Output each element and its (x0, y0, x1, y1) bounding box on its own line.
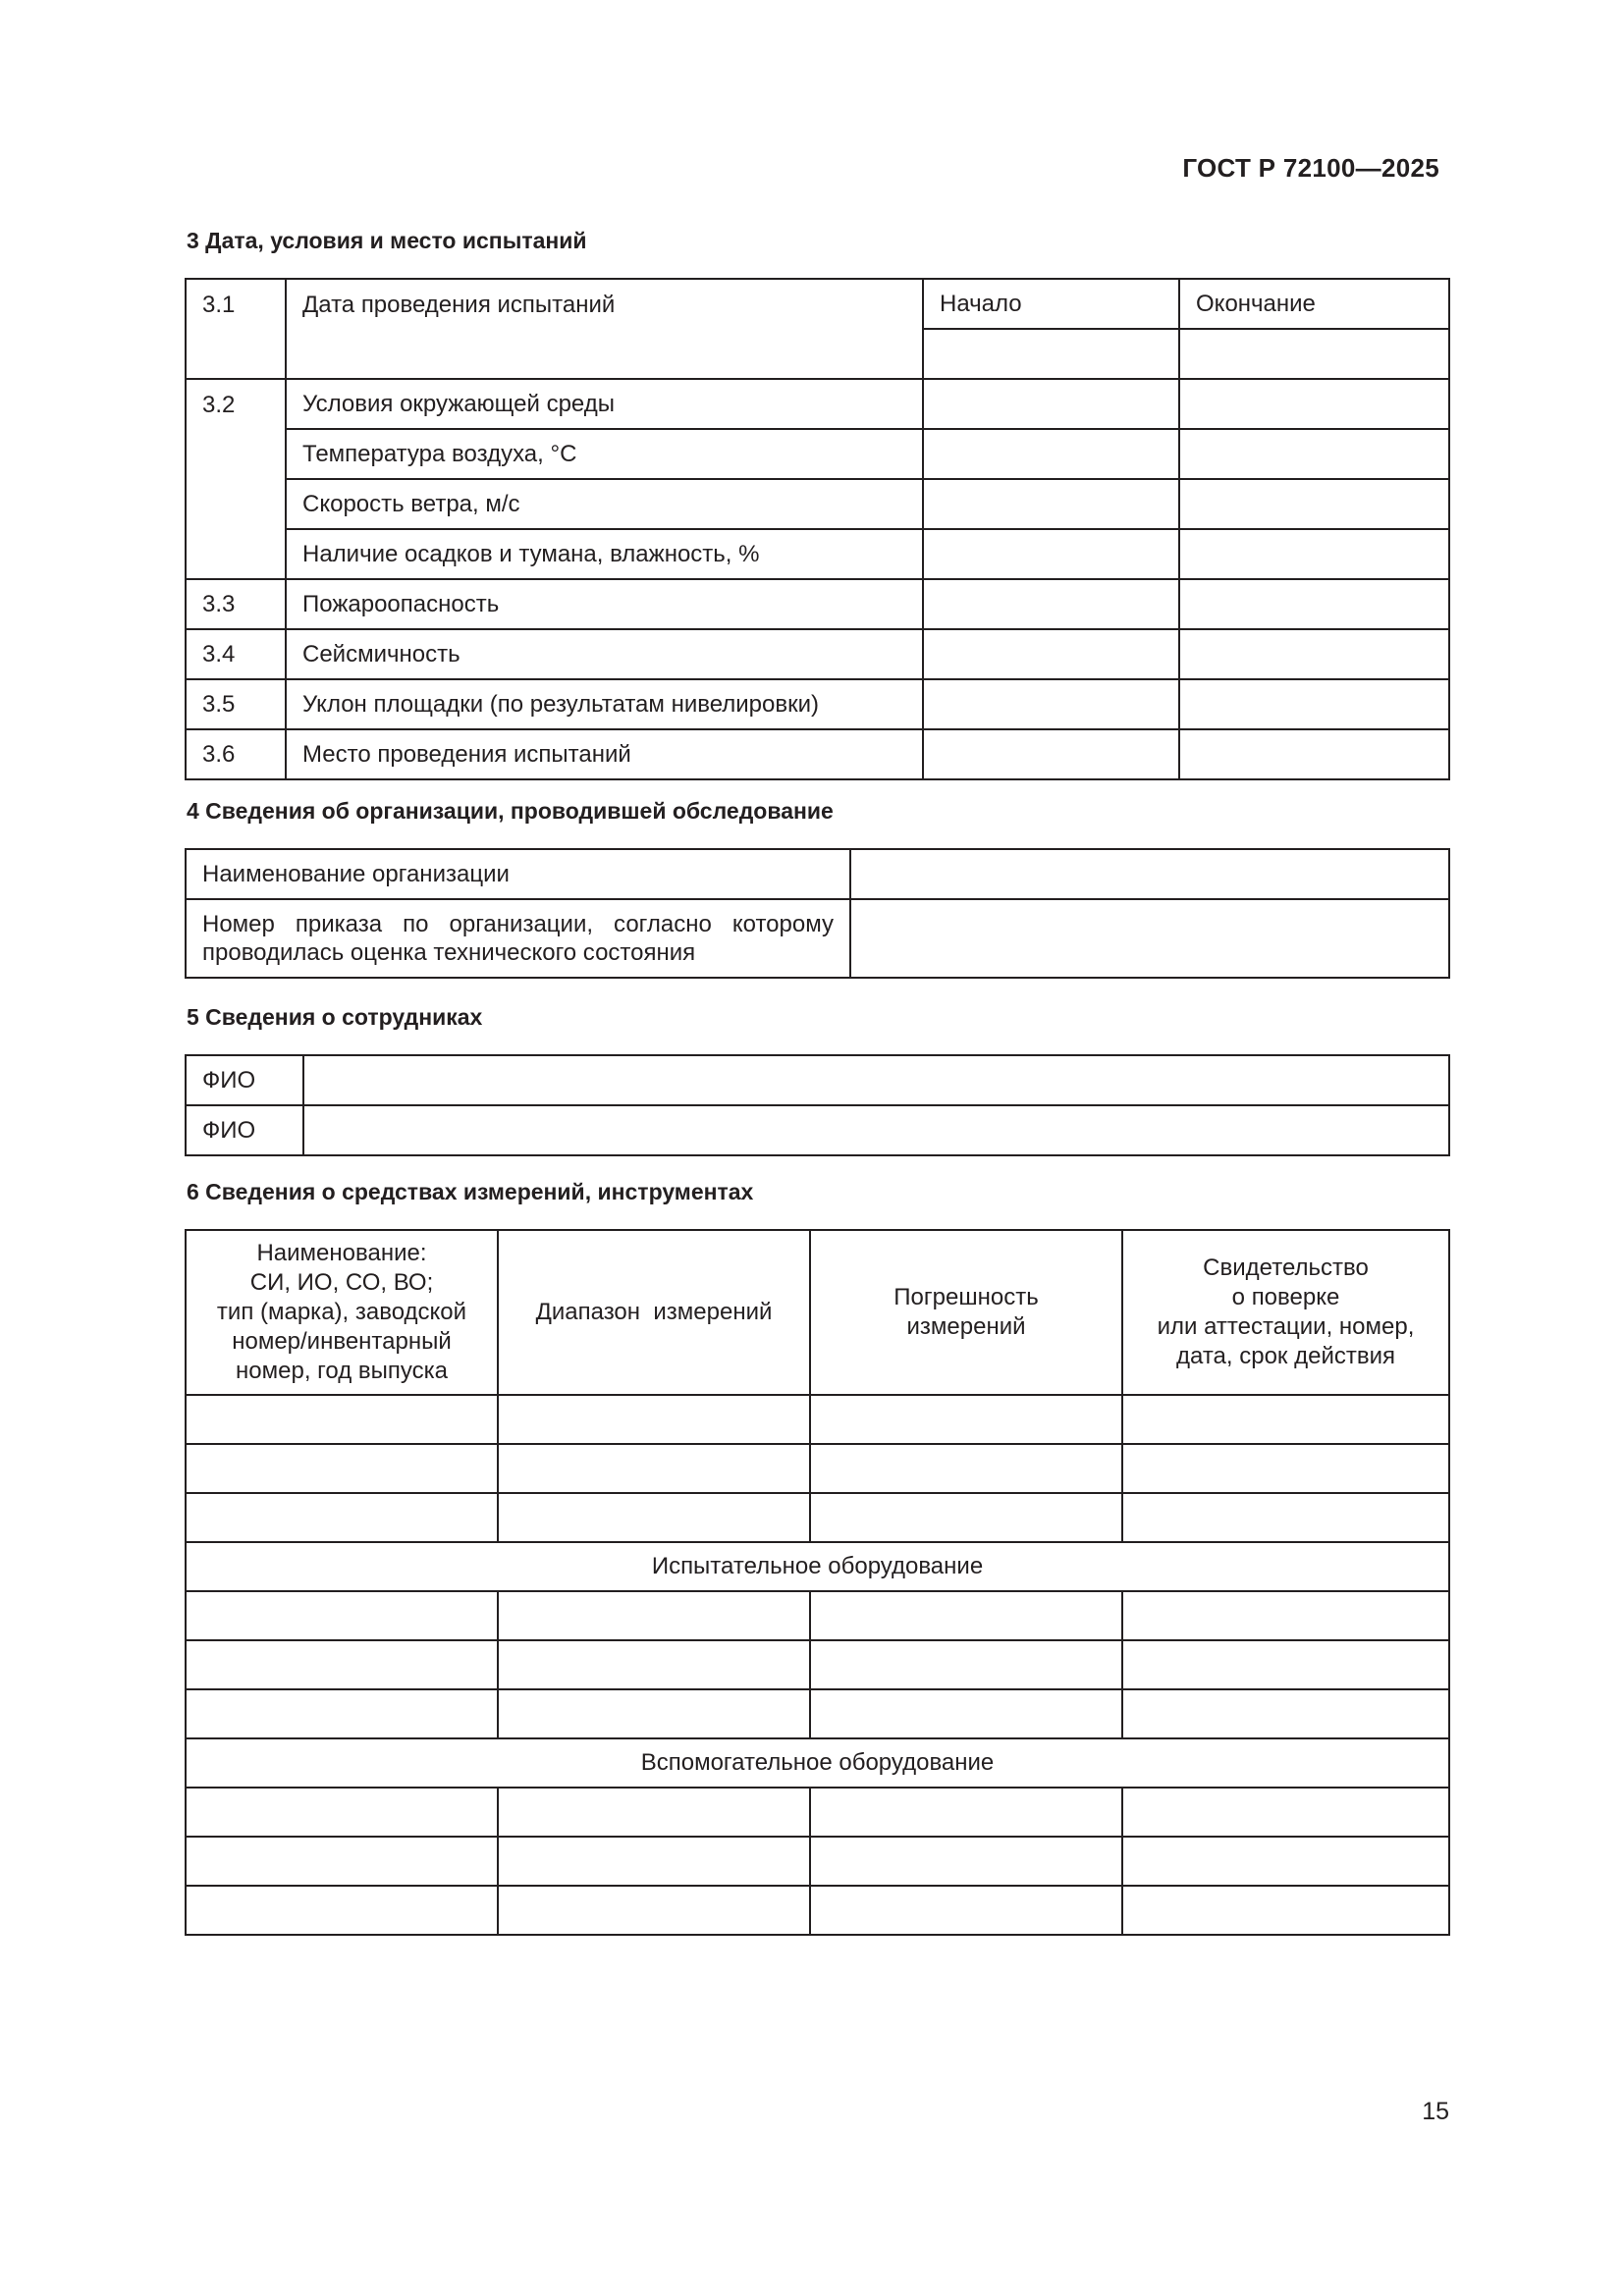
table-cell[interactable] (1122, 1395, 1449, 1444)
table-cell[interactable] (186, 1640, 498, 1689)
table-row (186, 1395, 1449, 1444)
table-row (186, 1788, 1449, 1837)
column-header-end: Окончание (1179, 279, 1449, 329)
row-label: Уклон площадки (по результатам нивелировки) (286, 679, 923, 729)
table-cell[interactable] (1122, 1591, 1449, 1640)
organization-name-cell[interactable] (850, 849, 1449, 899)
table-row (186, 1640, 1449, 1689)
table-cell[interactable] (498, 1591, 810, 1640)
value-cell[interactable] (923, 729, 1179, 779)
row-number: 3.1 (186, 279, 286, 379)
table-cell[interactable] (498, 1886, 810, 1935)
value-cell[interactable] (1179, 679, 1449, 729)
value-cell[interactable] (1179, 529, 1449, 579)
table-row (186, 1689, 1449, 1738)
section-6-title: 6 Сведения о средствах измерений, инструментах (187, 1179, 754, 1204)
table-cell[interactable] (810, 1689, 1122, 1738)
header-measurement-range: Диапазон измерений (498, 1230, 810, 1395)
table-cell[interactable] (810, 1886, 1122, 1935)
section-4-title: 4 Сведения об организации, проводившей обследование (187, 798, 834, 824)
row-label: Сейсмичность (286, 629, 923, 679)
organization-name-label: Наименование организации (186, 849, 850, 899)
row-label: Место проведения испытаний (286, 729, 923, 779)
instruments-table (185, 1229, 1450, 1936)
row-label: Дата проведения испытаний (286, 279, 923, 379)
table-cell[interactable] (498, 1444, 810, 1493)
order-number-cell[interactable] (850, 899, 1449, 978)
value-cell[interactable] (923, 379, 1179, 429)
table-cell[interactable] (186, 1837, 498, 1886)
column-header-start: Начало (923, 279, 1179, 329)
table-cell[interactable] (186, 1591, 498, 1640)
table-cell[interactable] (1122, 1689, 1449, 1738)
fio-label: ФИО (186, 1105, 303, 1155)
row-label: Температура воздуха, °C (286, 429, 923, 479)
row-label: Пожароопасность (286, 579, 923, 629)
document-code: ГОСТ Р 72100—2025 (1182, 153, 1439, 183)
fio-value-cell[interactable] (303, 1055, 1449, 1105)
value-cell[interactable] (1179, 429, 1449, 479)
value-cell[interactable] (1179, 579, 1449, 629)
table-cell[interactable] (810, 1444, 1122, 1493)
value-cell[interactable] (923, 529, 1179, 579)
table-cell[interactable] (1122, 1837, 1449, 1886)
section-5-title: 5 Сведения о сотрудниках (187, 1004, 483, 1030)
table-cell[interactable] (186, 1689, 498, 1738)
table-cell[interactable] (810, 1395, 1122, 1444)
organization-table (185, 848, 1450, 979)
section-3-title: 3 Дата, условия и место испытаний (187, 228, 587, 253)
table-cell[interactable] (498, 1689, 810, 1738)
row-label: Условия окружающей среды (286, 379, 923, 429)
order-number-label: Номер приказа по организации, согласно которому проводилась оценка технического состояния (186, 899, 850, 978)
table-row (186, 1886, 1449, 1935)
header-measurement-error: Погрешность измерений (810, 1230, 1122, 1395)
table-cell[interactable] (186, 1886, 498, 1935)
header-certificate: Свидетельство о поверке или аттестации, номер, дата, срок действия (1122, 1230, 1449, 1395)
table-cell[interactable] (1122, 1444, 1449, 1493)
table-cell[interactable] (1122, 1886, 1449, 1935)
row-label: Наличие осадков и тумана, влажность, % (286, 529, 923, 579)
row-number: 3.5 (186, 679, 286, 729)
test-conditions-table (185, 278, 1450, 780)
table-cell[interactable] (1122, 1788, 1449, 1837)
end-date-cell[interactable] (1179, 329, 1449, 379)
fio-value-cell[interactable] (303, 1105, 1449, 1155)
table-cell[interactable] (810, 1788, 1122, 1837)
value-cell[interactable] (923, 479, 1179, 529)
table-cell[interactable] (186, 1788, 498, 1837)
table-row (186, 1837, 1449, 1886)
row-number: 3.4 (186, 629, 286, 679)
row-number: 3.6 (186, 729, 286, 779)
value-cell[interactable] (923, 629, 1179, 679)
table-cell[interactable] (498, 1395, 810, 1444)
table-cell[interactable] (810, 1591, 1122, 1640)
table-cell[interactable] (810, 1640, 1122, 1689)
value-cell[interactable] (923, 579, 1179, 629)
table-cell[interactable] (810, 1493, 1122, 1542)
table-cell[interactable] (186, 1395, 498, 1444)
group-test-equipment: Испытательное оборудование (186, 1542, 1449, 1591)
row-label: Скорость ветра, м/с (286, 479, 923, 529)
value-cell[interactable] (1179, 629, 1449, 679)
table-cell[interactable] (186, 1493, 498, 1542)
value-cell[interactable] (923, 429, 1179, 479)
table-cell[interactable] (498, 1640, 810, 1689)
table-cell[interactable] (1122, 1640, 1449, 1689)
value-cell[interactable] (1179, 379, 1449, 429)
table-row (186, 1493, 1449, 1542)
table-cell[interactable] (1122, 1493, 1449, 1542)
table-cell[interactable] (498, 1493, 810, 1542)
table-cell[interactable] (498, 1837, 810, 1886)
staff-table (185, 1054, 1450, 1156)
table-cell[interactable] (186, 1444, 498, 1493)
table-cell[interactable] (498, 1788, 810, 1837)
value-cell[interactable] (1179, 729, 1449, 779)
header-instrument-name: Наименование: СИ, ИО, СО, ВО; тип (марка), заводской номер/инвентарный номер, год выпуска (186, 1230, 498, 1395)
start-date-cell[interactable] (923, 329, 1179, 379)
page-number: 15 (1422, 2098, 1449, 2125)
value-cell[interactable] (1179, 479, 1449, 529)
row-number: 3.2 (186, 379, 286, 579)
row-number: 3.3 (186, 579, 286, 629)
table-row (186, 1591, 1449, 1640)
table-row (186, 1444, 1449, 1493)
table-cell[interactable] (810, 1837, 1122, 1886)
fio-label: ФИО (186, 1055, 303, 1105)
value-cell[interactable] (923, 679, 1179, 729)
group-auxiliary-equipment: Вспомогательное оборудование (186, 1738, 1449, 1788)
